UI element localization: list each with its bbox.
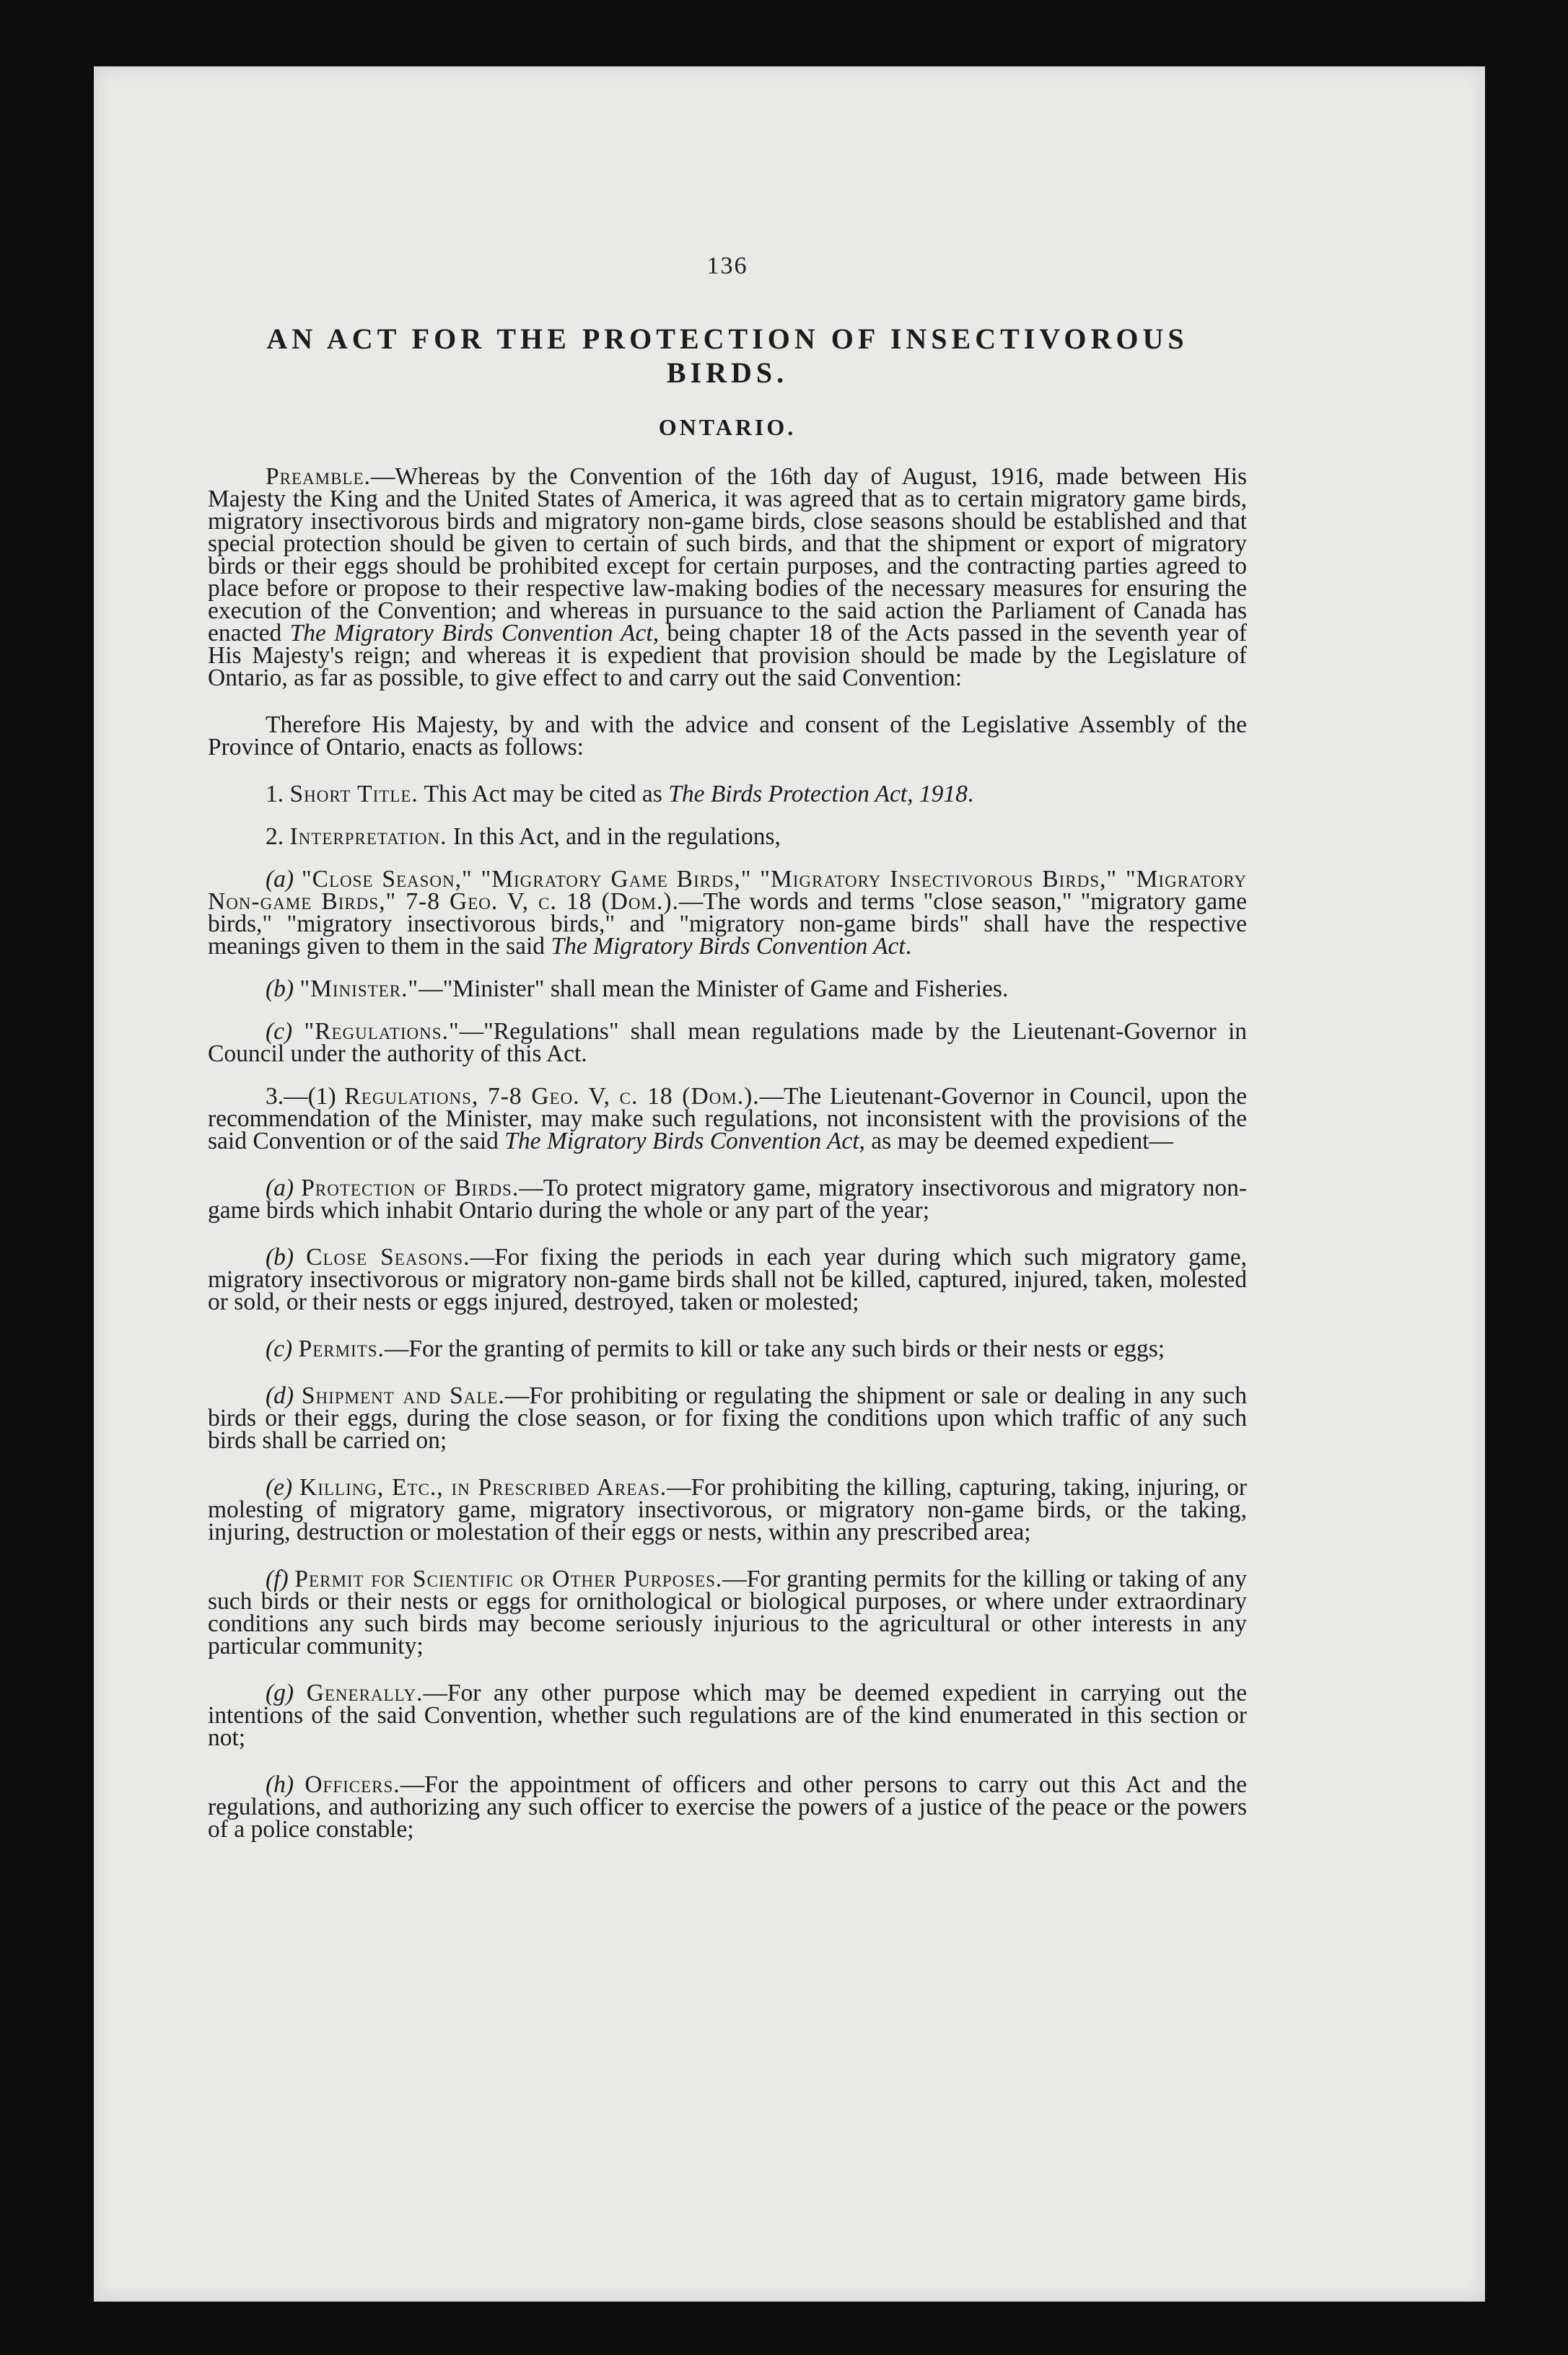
clause-heading: "Close Season," "Migratory Game Birds," "Migratory Insectivorous Birds," "Migratory Non-game Birds," 7-8 Geo. V, c. 18 (Dom.). — [208, 866, 1248, 915]
clause-heading: Shipment and Sale. — [301, 1382, 505, 1409]
clause-3h: (h) Officers.—For the appointment of officers and other persons to carry out this Act and the regulations, and authorizing any such officer to exercise the powers of a justice of the peace or the powers of a police constable; — [208, 1771, 1247, 1843]
section-2: 2. Interpretation. In this Act, and in the regulations, — [266, 823, 781, 850]
clause-heading: Permits. — [298, 1336, 385, 1362]
section-heading: Short Title. — [289, 781, 419, 807]
scanned-page — [94, 66, 1485, 2302]
clause-heading: "Minister." — [299, 975, 419, 1002]
clause-heading: Officers. — [305, 1771, 400, 1798]
clause-3e: (e) Killing, Etc., in Prescribed Areas.—For prohibiting the killing, capturing, taking, injuring, or molesting of migratory game, migratory insectivorous, or migratory non-game birds, or the taking, injuring, destruction or molestation of their eggs or nests, within any prescribed area; — [208, 1474, 1247, 1545]
clause-2b: (b) "Minister."—"Minister" shall mean the Minister of Game and Fisheries. — [266, 975, 1009, 1002]
preamble-heading: Preamble. — [266, 463, 371, 490]
clause-heading: Permit for Scientific or Other Purposes. — [294, 1566, 723, 1592]
section-heading: Regulations, 7-8 Geo. V, c. 18 (Dom.). — [344, 1083, 760, 1110]
clause-heading: Close Seasons. — [306, 1244, 470, 1271]
act-title: AN ACT FOR THE PROTECTION OF INSECTIVOROUS BIRDS. — [266, 323, 1188, 389]
clause-3g: (g) Generally.—For any other purpose which may be deemed expedient in carrying out the intentions of the said Convention, whether such regulations are of the kind enumerated in this section or not; — [208, 1680, 1248, 1751]
clause-heading: "Regulations." — [304, 1018, 460, 1045]
clause-3f: (f) Permit for Scientific or Other Purposes.—For granting permits for the killing or taking of any such birds or their nests or eggs for ornithological or biological purposes, or where under extraordinary conditions any such birds may become seriously injurious to the agricultural or other interests in any particular community; — [208, 1566, 1247, 1659]
section-1: 1. Short Title. This Act may be cited as The Birds Protection Act, 1918. — [266, 781, 974, 807]
page-number: 136 — [706, 253, 748, 279]
clause-3b: (b) Close Seasons.—For fixing the periods in each year during which such migratory game, migratory insectivorous or migratory non-game birds shall not be killed, captured, injured, taken, molested or sold, or their nests or eggs injured, destroyed, taken or molested; — [208, 1244, 1248, 1315]
clause-heading: Killing, Etc., in Prescribed Areas. — [299, 1474, 667, 1501]
section-heading: Interpretation. — [289, 823, 447, 850]
clause-heading: Protection of Birds. — [301, 1175, 520, 1201]
clause-3c: (c) Permits.—For the granting of permits to kill or take any such birds or their nests or eggs; — [266, 1336, 1165, 1362]
clause-2c: (c) "Regulations."—"Regulations" shall mean regulations made by the Lieutenant-Governor in Council under the authority of this Act. — [208, 1018, 1248, 1067]
clause-2a: (a) "Close Season," "Migratory Game Birds," "Migratory Insectivorous Birds," "Migratory Non-game Birds," 7-8 Geo. V, c. 18 (Dom.).—The words and terms "close season," "migratory game birds," "migratory insectivorous birds," and "migratory non-game birds" shall have the respective meanings given to them in the said The Migratory Birds Convention Act. — [208, 866, 1248, 960]
clause-heading: Generally. — [306, 1680, 424, 1706]
page-body — [208, 175, 1247, 1841]
clause-3d: (d) Shipment and Sale.—For prohibiting or regulating the shipment or sale or dealing in any such birds or their eggs, during the close season, or for fixing the conditions upon which traffic of any such birds shall be carried on; — [208, 1382, 1247, 1454]
province-heading: ONTARIO. — [658, 414, 797, 440]
enacting-clause: Therefore His Majesty, by and with the advice and consent of the Legislative Assembly of the Province of Ontario, enacts as follows: — [208, 711, 1247, 760]
clause-3a: (a) Protection of Birds.—To protect migratory game, migratory insectivorous and migratory non-game birds which inhabit Ontario during the whole or any part of the year; — [208, 1175, 1248, 1224]
section-3: 3.—(1) Regulations, 7-8 Geo. V, c. 18 (Dom.).—The Lieutenant-Governor in Council, upon the recommendation of the Minister, may make such regulations, not inconsistent with the provisions of the said Convention or of the said The Migratory Birds Convention Act, as may be deemed expedient— — [208, 1083, 1248, 1154]
preamble: Preamble.—Whereas by the Convention of the 16th day of August, 1916, made between His Majesty the King and the United States of America, it was agreed that as to certain migratory game birds, migratory insectivorous birds and migratory non-game birds, close seasons should be established and that special protection should be given to certain of such birds, and that the shipment or export of migratory birds or their eggs should be prohibited except for certain purposes, and the contracting parties agreed to place before or propose to their respective law-making bodies of the necessary measures for ensuring the execution of the Convention; and whereas in pursuance to the said action the Parliament of Canada has enacted The Migratory Birds Convention Act, being chapter 18 of the Acts passed in the seventh year of His Majesty's reign; and whereas it is expedient that provision should be made by the Legislature of Ontario, as far as possible, to give effect to and carry out the said Convention: — [208, 463, 1248, 691]
